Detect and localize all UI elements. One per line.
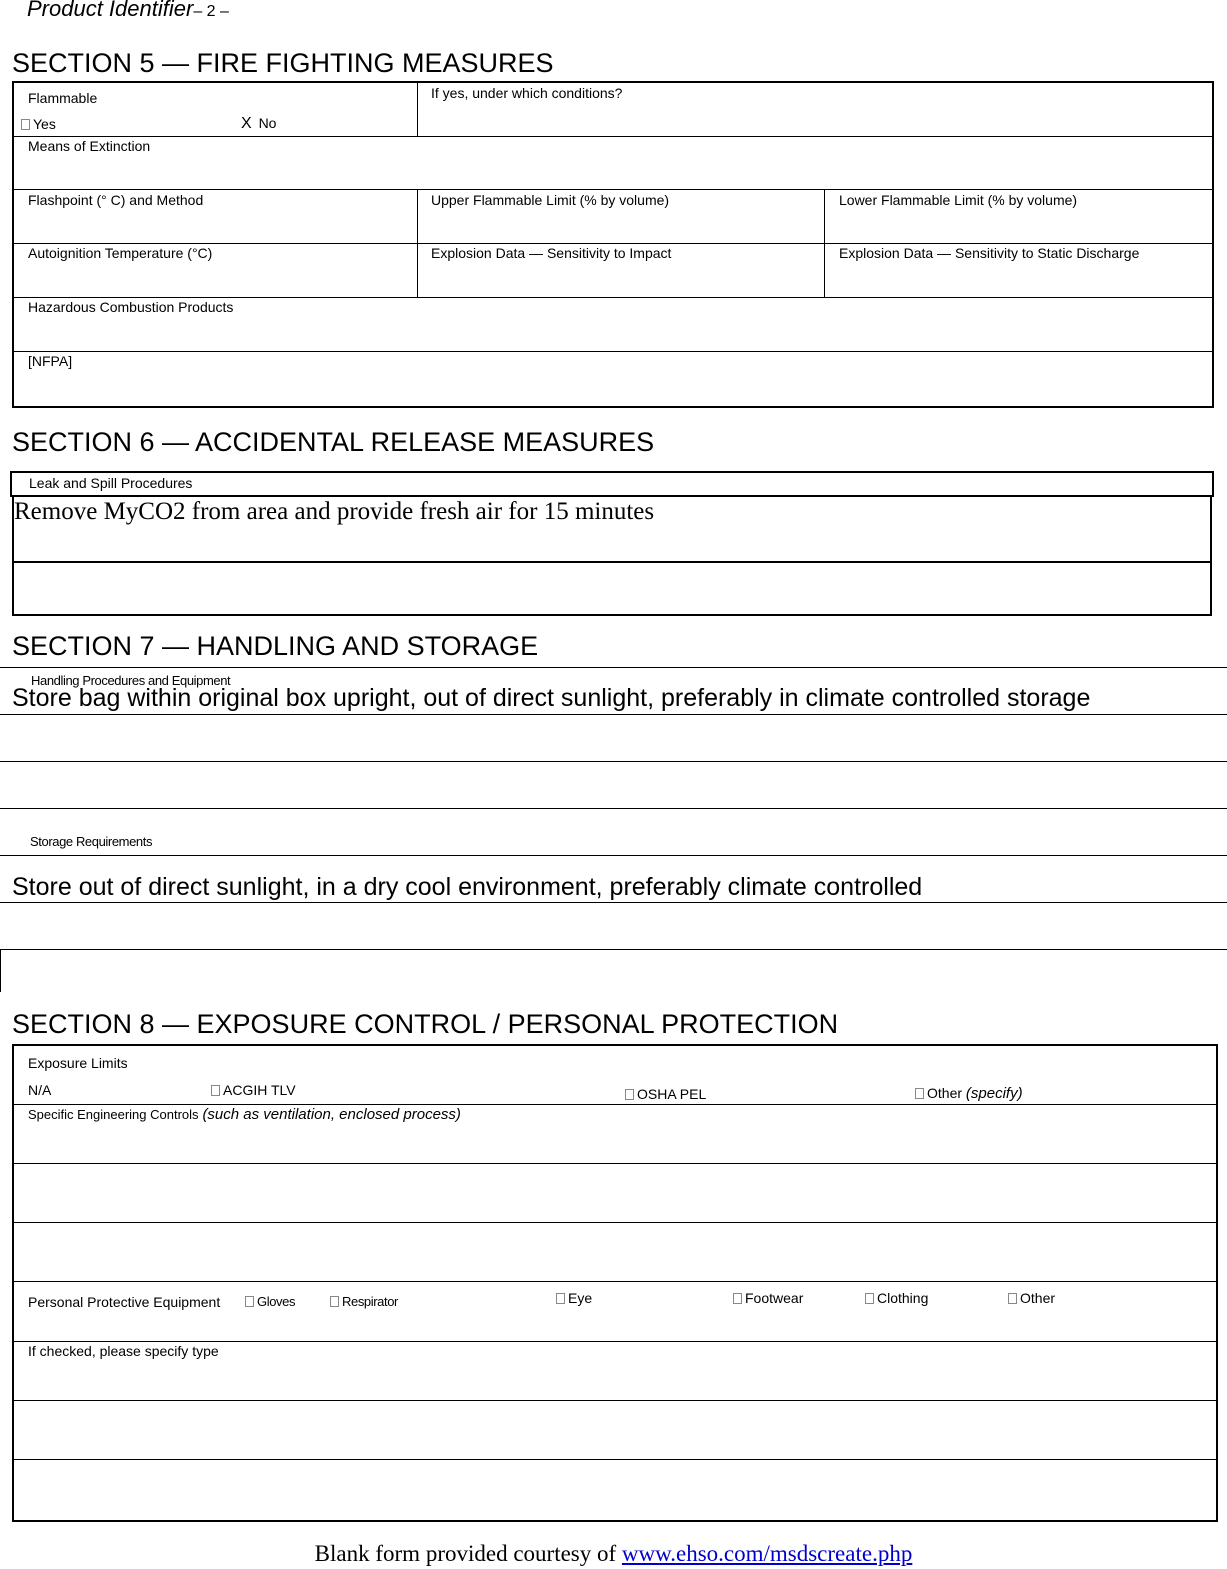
storage-label: Storage Requirements xyxy=(30,834,153,849)
flammable-no-mark: X xyxy=(241,115,252,132)
section-7-title: SECTION 7 — HANDLING AND STORAGE xyxy=(12,631,539,661)
page-header xyxy=(27,0,229,22)
ppe-other-checkbox[interactable] xyxy=(1008,1293,1017,1304)
ppe-clothing-option[interactable] xyxy=(865,1290,928,1306)
leak-spill-value[interactable]: Remove MyCO2 from area and provide fresh air for 15 minutes xyxy=(14,498,655,525)
engineering-controls-text: Specific Engineering Controls xyxy=(28,1107,199,1122)
footer xyxy=(0,1541,1227,1567)
section-5-title: SECTION 5 — FIRE FIGHTING MEASURES xyxy=(12,48,554,78)
product-identifier: Product Identifier xyxy=(27,0,194,21)
ppe-footwear-option[interactable] xyxy=(733,1290,803,1306)
exposure-na-value: N/A xyxy=(28,1082,52,1098)
footwear-checkbox[interactable] xyxy=(733,1293,742,1304)
extinction-label: Means of Extinction xyxy=(28,138,151,154)
impact-label: Explosion Data — Sensitivity to Impact xyxy=(431,245,672,261)
flammable-yes-checkbox[interactable] xyxy=(21,119,30,130)
conditions-label: If yes, under which conditions? xyxy=(431,85,623,101)
other-label: Other xyxy=(927,1085,963,1101)
engineering-controls-label xyxy=(28,1106,461,1123)
upper-limit-label: Upper Flammable Limit (% by volume) xyxy=(431,192,670,208)
osha-label: OSHA PEL xyxy=(637,1086,707,1102)
engineering-controls-hint: (such as ventilation, enclosed process) xyxy=(202,1106,461,1123)
nfpa-label: [NFPA] xyxy=(28,353,73,369)
footer-link[interactable]: www.ehso.com/msdscreate.php xyxy=(621,1541,913,1566)
respirator-label: Respirator xyxy=(342,1294,398,1309)
flammable-no-label: No xyxy=(258,115,277,131)
lower-limit-label: Lower Flammable Limit (% by volume) xyxy=(839,192,1078,208)
other-specify-hint: (specify) xyxy=(965,1085,1023,1102)
gloves-checkbox[interactable] xyxy=(245,1296,254,1307)
ppe-eye-option[interactable] xyxy=(556,1290,592,1306)
section-6-title: SECTION 6 — ACCIDENTAL RELEASE MEASURES xyxy=(12,427,655,457)
page-number: – 2 – xyxy=(193,3,229,20)
ppe-gloves-option[interactable] xyxy=(245,1294,295,1309)
ppe-label: Personal Protective Equipment xyxy=(28,1294,221,1310)
osha-option[interactable] xyxy=(625,1086,706,1102)
flammable-yes-label: Yes xyxy=(33,116,56,132)
clothing-checkbox[interactable] xyxy=(865,1293,874,1304)
combustion-label: Hazardous Combustion Products xyxy=(28,299,234,315)
exposure-limits-label: Exposure Limits xyxy=(28,1055,128,1071)
handling-value[interactable]: Store bag within original box upright, out of direct sunlight, preferably in climate controlled storage xyxy=(12,684,1091,712)
other-checkbox[interactable] xyxy=(915,1088,924,1099)
acgih-option[interactable] xyxy=(211,1082,296,1098)
eye-checkbox[interactable] xyxy=(556,1293,565,1304)
gloves-label: Gloves xyxy=(257,1294,296,1309)
footwear-label: Footwear xyxy=(745,1290,804,1306)
footer-text: Blank form provided courtesy of xyxy=(314,1541,617,1566)
section-8-title: SECTION 8 — EXPOSURE CONTROL / PERSONAL PROTECTION xyxy=(12,1009,839,1039)
flammable-label: Flammable xyxy=(28,90,98,106)
handling-label: Handling Procedures and Equipment xyxy=(31,673,231,688)
respirator-checkbox[interactable] xyxy=(330,1296,339,1307)
ppe-other-label: Other xyxy=(1020,1290,1056,1306)
eye-label: Eye xyxy=(568,1290,593,1306)
flammable-yes-option[interactable] xyxy=(21,116,56,132)
static-label: Explosion Data — Sensitivity to Static Discharge xyxy=(839,245,1140,261)
ppe-respirator-option[interactable] xyxy=(330,1294,398,1309)
acgih-checkbox[interactable] xyxy=(211,1085,220,1096)
other-option[interactable] xyxy=(915,1085,1023,1102)
flammable-no-option[interactable] xyxy=(241,115,276,133)
autoignition-label: Autoignition Temperature (°C) xyxy=(28,245,213,261)
flashpoint-label: Flashpoint (° C) and Method xyxy=(28,192,204,208)
leak-spill-label: Leak and Spill Procedures xyxy=(29,475,193,491)
ppe-other-option[interactable] xyxy=(1008,1290,1055,1306)
acgih-label: ACGIH TLV xyxy=(223,1082,296,1098)
storage-value[interactable]: Store out of direct sunlight, in a dry cool environment, preferably climate controlled xyxy=(12,873,923,901)
osha-checkbox[interactable] xyxy=(625,1089,634,1100)
if-checked-label: If checked, please specify type xyxy=(28,1343,219,1359)
clothing-label: Clothing xyxy=(877,1290,929,1306)
